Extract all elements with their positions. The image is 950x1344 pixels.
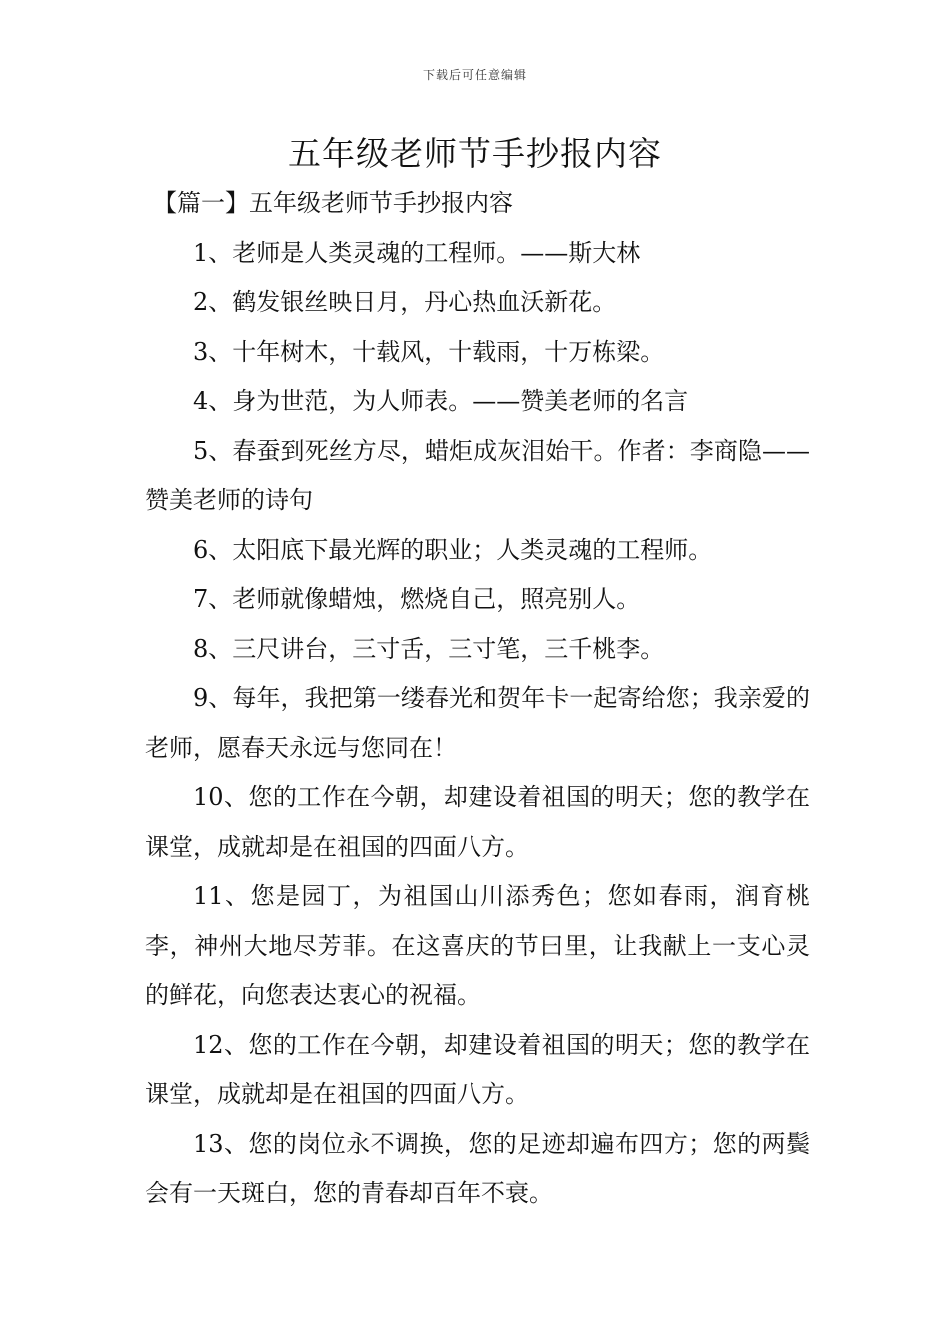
- list-item-8: 8、三尺讲台，三寸舌，三寸笔，三千桃李。: [193, 634, 665, 663]
- header-note: 下载后可任意编辑: [422, 68, 527, 82]
- list-item-9: 9、每年，我把第一缕春光和贺年卡一起寄给您；我亲爱的老师，愿春天永远与您同在！: [145, 684, 810, 762]
- list-item-7: 7、老师就像蜡烛，燃烧自己，照亮别人。: [193, 585, 641, 613]
- list-item-12: 12、您的工作在今朝，却建设着祖国的明天；您的教学在课堂，成就却是在祖国的四面八方。: [145, 1030, 810, 1108]
- list-item-5: 5、春蚕到死丝方尽，蜡炬成灰泪始干。作者：李商隐——赞美老师的诗句: [145, 436, 810, 514]
- list-item-2: 2、鹤发银丝映日月，丹心热血沃新花。: [193, 288, 617, 316]
- section-heading: 【篇一】五年级老师节手抄报内容: [153, 189, 513, 217]
- list-item-4: 4、身为世范，为人师表。——赞美老师的名言: [193, 387, 689, 415]
- list-item-1: 1、老师是人类灵魂的工程师。——斯大林: [193, 238, 641, 267]
- list-item-10: 10、您的工作在今朝，却建设着祖国的明天；您的教学在课堂，成就却是在祖国的四面八方。: [145, 783, 810, 861]
- document-title: 五年级老师节手抄报内容: [288, 134, 662, 173]
- list-item-11: 11、您是园丁，为祖国山川添秀色；您如春雨，润育桃李，神州大地尽芳菲。在这喜庆的节曰里，让我献上一支心灵的鲜花，向您表达衷心的祝福。: [145, 882, 810, 1009]
- list-item-6: 6、太阳底下最光辉的职业；人类灵魂的工程师。: [193, 535, 713, 564]
- list-item-3: 3、十年树木，十载风，十载雨，十万栋梁。: [193, 337, 665, 366]
- list-item-13: 13、您的岗位永不调换，您的足迹却遍布四方；您的两鬓会有一天斑白，您的青春却百年不衰。: [145, 1129, 810, 1207]
- document-body: [145, 179, 810, 1219]
